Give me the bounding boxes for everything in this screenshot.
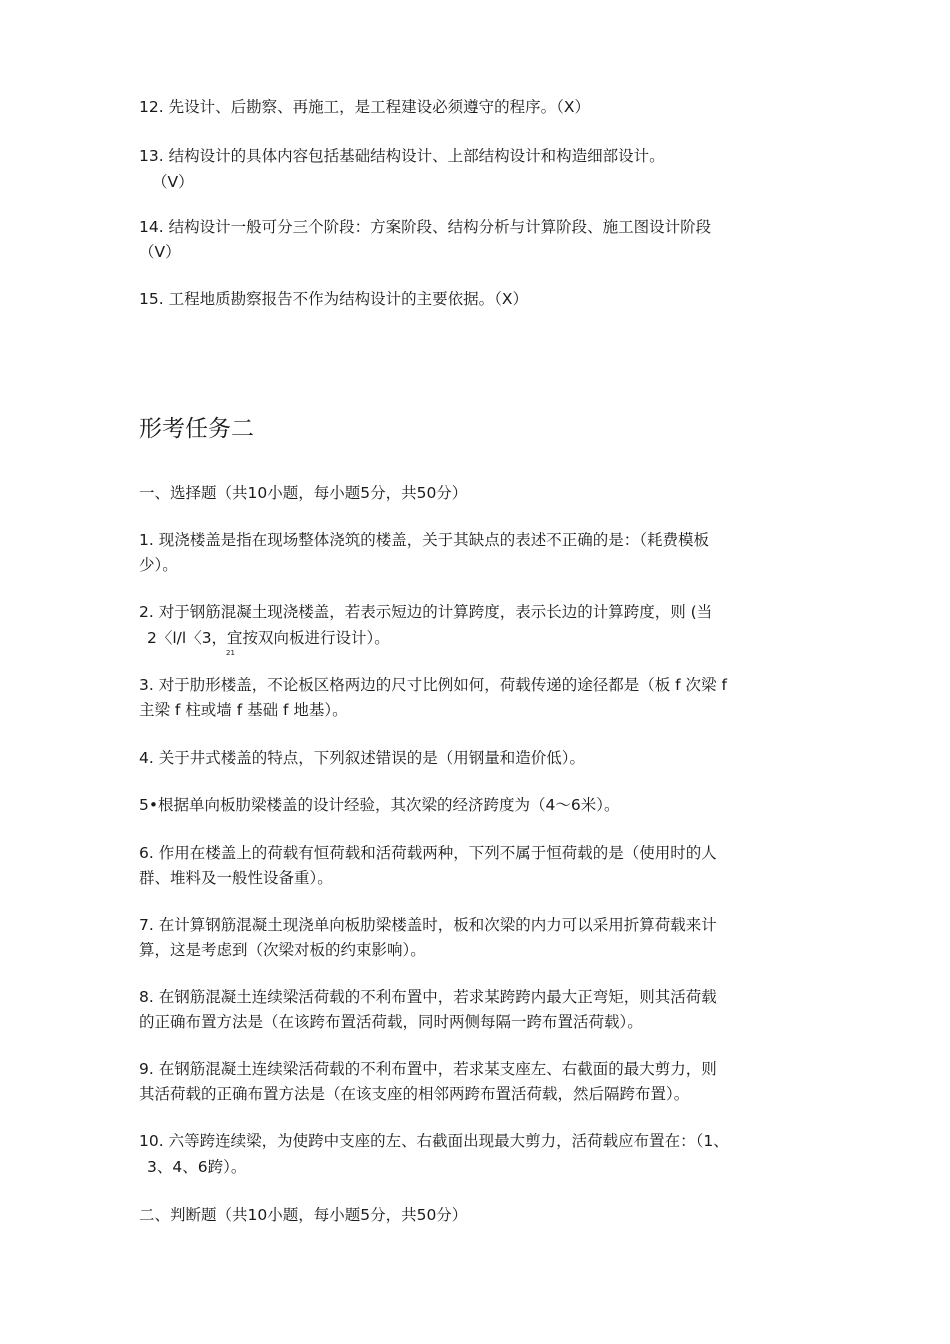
- choice-item-7-line-1: 7. 在计算钢筋混凝土现浇单向板肋梁楼盖时，板和次梁的内力可以采用折算荷载来计: [139, 916, 717, 934]
- choice-item-3-line-1: 3. 对于肋形楼盖，不论板区格两边的尺寸比例如何，荷载传递的途径都是（板 f 次梁 f: [139, 676, 727, 694]
- choice-item-4-line-1: 4. 关于井式楼盖的特点，下列叙述错误的是（用钢量和造价低）。: [139, 749, 585, 767]
- choice-item-1-line-1: 1. 现浇楼盖是指在现场整体浇筑的楼盖，关于其缺点的表述不正确的是：（耗费模板: [139, 531, 709, 549]
- section-title: 形考任务二: [139, 416, 254, 442]
- item-12-line-1: 12. 先设计、后勘察、再施工，是工程建设必须遵守的程序。（X）: [139, 98, 590, 116]
- choice-item-5-line-1: 5•根据单向板肋梁楼盖的设计经验，其次梁的经济跨度为（4〜6米）。: [139, 796, 620, 814]
- choice-item-9-line-2: 其活荷载的正确布置方法是（在该支座的相邻两跨布置活荷载，然后隔跨布置）。: [139, 1085, 690, 1103]
- choice-item-7-line-2: 算，这是考虑到（次梁对板的约束影响）。: [139, 941, 426, 959]
- item-14-line-1: 14. 结构设计一般可分三个阶段：方案阶段、结构分析与计算阶段、施工图设计阶段: [139, 218, 712, 236]
- choice-item-9-line-1: 9. 在钢筋混凝土连续梁活荷载的不利布置中，若求某支座左、右截面的最大剪力，则: [139, 1060, 717, 1078]
- choice-heading: 一、选择题（共10小题，每小题5分，共50分）: [139, 484, 468, 502]
- choice-item-2-line-2: 2〈l/l〈3，宜按双向板进行设计）。: [147, 629, 390, 647]
- choice-item-2-subscript: 21: [226, 649, 235, 657]
- choice-item-10-line-1: 10. 六等跨连续梁，为使跨中支座的左、右截面出现最大剪力，活荷载应布置在：（1、: [139, 1132, 729, 1150]
- item-13-line-2: （V）: [152, 173, 194, 191]
- choice-item-2-line-1: 2. 对于钢筋混凝土现浇楼盖，若表示短边的计算跨度，表示长边的计算跨度，则 (当: [139, 603, 713, 621]
- choice-item-8-line-2: 的正确布置方法是（在该跨布置活荷载，同时两侧每隔一跨布置活荷载）。: [139, 1013, 643, 1031]
- choice-item-3-line-2: 主梁 f 柱或墙 f 基础 f 地基）。: [139, 701, 348, 719]
- item-15-line-1: 15. 工程地质勘察报告不作为结构设计的主要依据。（X）: [139, 290, 528, 308]
- item-14-line-2: （V）: [139, 243, 181, 261]
- choice-item-10-line-2: 3、4、6跨）。: [147, 1158, 247, 1176]
- choice-item-6-line-2: 群、堆料及一般性设备重）。: [139, 869, 333, 887]
- item-13-line-1: 13. 结构设计的具体内容包括基础结构设计、上部结构设计和构造细部设计。: [139, 147, 665, 165]
- judge-heading: 二、判断题（共10小题，每小题5分，共50分）: [139, 1206, 468, 1224]
- choice-item-6-line-1: 6. 作用在楼盖上的荷载有恒荷载和活荷载两种，下列不属于恒荷载的是（使用时的人: [139, 844, 717, 862]
- choice-item-1-line-2: 少）。: [139, 556, 178, 574]
- choice-item-8-line-1: 8. 在钢筋混凝土连续梁活荷载的不利布置中，若求某跨跨内最大正弯矩，则其活荷载: [139, 988, 717, 1006]
